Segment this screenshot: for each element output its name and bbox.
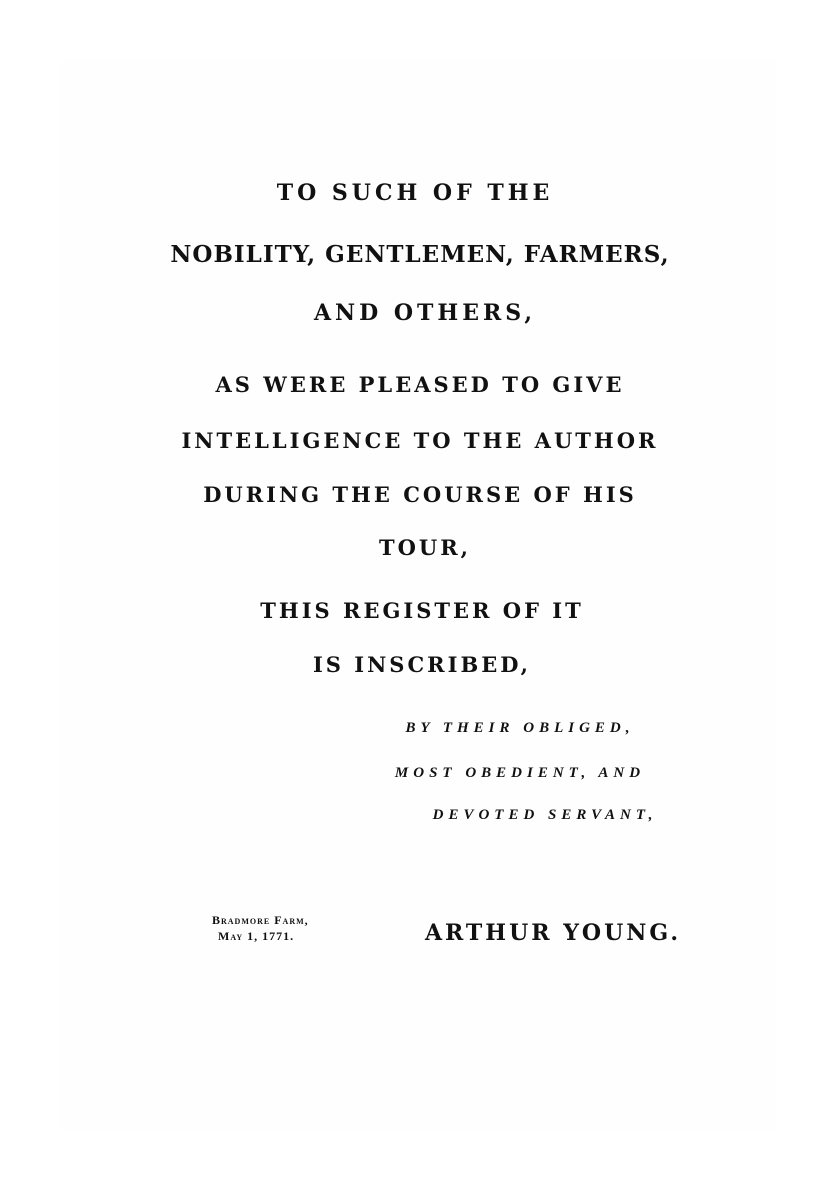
author-name: ARTHUR YOUNG. — [424, 920, 682, 946]
signature-place: Bradmore Farm, — [212, 913, 309, 927]
book-page — [60, 60, 775, 1130]
dedication-line-3: AND OTHERS, — [313, 300, 537, 326]
closing-line-2: MOST OBEDIENT, AND — [394, 765, 646, 781]
dedication-line-6: DURING THE COURSE OF HIS — [203, 482, 637, 507]
dedication-line-9: IS INSCRIBED, — [312, 652, 531, 677]
closing-line-3: DEVOTED SERVANT, — [432, 807, 658, 823]
dedication-line-7: TOUR, — [379, 535, 471, 560]
dedication-line-8: THIS REGISTER OF IT — [260, 598, 584, 623]
dedication-line-1: TO SUCH OF THE — [276, 180, 554, 206]
dedication-line-4: AS WERE PLEASED TO GIVE — [215, 372, 625, 397]
dedication-line-2: NOBILITY, GENTLEMEN, FARMERS, — [170, 241, 670, 268]
closing-line-1: BY THEIR OBLIGED, — [405, 720, 635, 736]
signature-date: May 1, 1771. — [218, 929, 295, 943]
dedication-line-5: INTELLIGENCE TO THE AUTHOR — [181, 428, 659, 453]
